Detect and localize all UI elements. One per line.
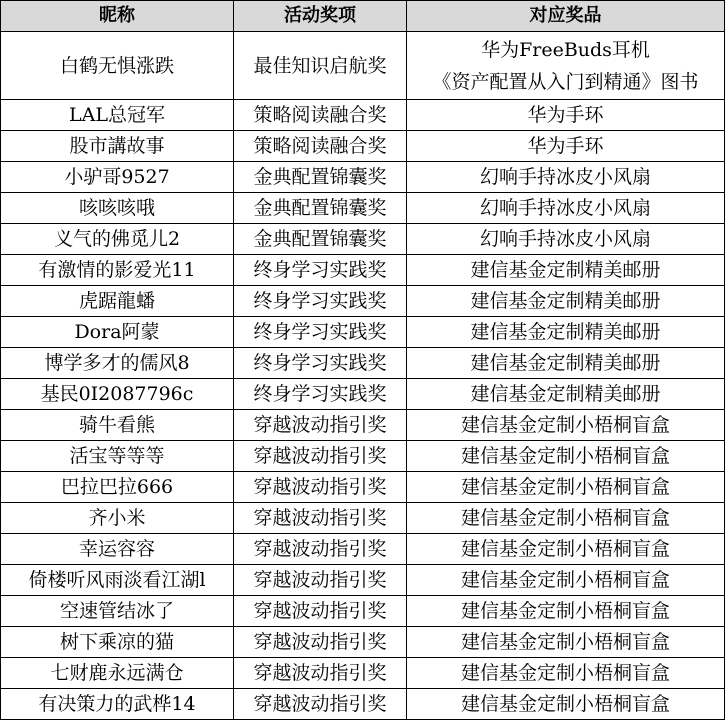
table-row <box>1 503 725 534</box>
cell-award: 穿越波动指引奖 <box>234 658 407 689</box>
cell-nickname: 骑牛看熊 <box>1 410 234 441</box>
prize-text: 建信基金定制小梧桐盲盒 <box>460 693 670 715</box>
cell-nickname: 活宝等等等 <box>1 441 234 472</box>
cell-nickname: 股市講故事 <box>1 131 234 162</box>
prize-text: 建信基金定制小梧桐盲盒 <box>460 414 670 436</box>
cell-prize <box>407 379 725 410</box>
cell-prize <box>407 472 725 503</box>
cell-prize <box>407 565 725 596</box>
cell-award: 终身学习实践奖 <box>234 379 407 410</box>
cell-nickname: 倚楼听风雨淡看江湖l <box>1 565 234 596</box>
table-row <box>1 162 725 193</box>
table-row <box>1 193 725 224</box>
cell-nickname: 幸运容容 <box>1 534 234 565</box>
prize-text: 华为FreeBuds耳机 <box>481 38 650 61</box>
prize-text: 幻响手持冰皮小风扇 <box>479 197 651 219</box>
table-row <box>1 689 725 720</box>
cell-award: 穿越波动指引奖 <box>234 410 407 441</box>
cell-award: 穿越波动指引奖 <box>234 627 407 658</box>
table-row <box>1 596 725 627</box>
table-row <box>1 534 725 565</box>
cell-award: 金典配置锦囊奖 <box>234 193 407 224</box>
header-prize: 对应奖品 <box>407 1 725 32</box>
prize-text: 建信基金定制小梧桐盲盒 <box>460 538 670 560</box>
cell-award: 穿越波动指引奖 <box>234 503 407 534</box>
cell-prize <box>407 596 725 627</box>
cell-award: 终身学习实践奖 <box>234 286 407 317</box>
cell-nickname: 七财鹿永远满仓 <box>1 658 234 689</box>
cell-award: 穿越波动指引奖 <box>234 534 407 565</box>
header-row <box>1 1 725 32</box>
cell-award: 金典配置锦囊奖 <box>234 162 407 193</box>
cell-prize <box>407 348 725 379</box>
cell-award: 穿越波动指引奖 <box>234 441 407 472</box>
prize-text: 建信基金定制精美邮册 <box>470 259 661 281</box>
cell-award: 金典配置锦囊奖 <box>234 224 407 255</box>
cell-prize <box>407 534 725 565</box>
prize-text: 建信基金定制小梧桐盲盒 <box>460 569 670 591</box>
cell-prize <box>407 224 725 255</box>
cell-prize <box>407 658 725 689</box>
table-body <box>1 32 725 720</box>
cell-nickname: 基民0I2087796c <box>1 379 234 410</box>
cell-prize <box>407 32 725 100</box>
prize-text: 建信基金定制小梧桐盲盒 <box>460 507 670 529</box>
cell-award: 穿越波动指引奖 <box>234 565 407 596</box>
prize-text: 建信基金定制小梧桐盲盒 <box>460 476 670 498</box>
cell-prize <box>407 286 725 317</box>
prize-text: 建信基金定制小梧桐盲盒 <box>460 445 670 467</box>
cell-prize <box>407 255 725 286</box>
cell-award: 终身学习实践奖 <box>234 317 407 348</box>
cell-award: 终身学习实践奖 <box>234 348 407 379</box>
cell-award: 最佳知识启航奖 <box>234 32 407 100</box>
cell-award: 策略阅读融合奖 <box>234 100 407 131</box>
table-row <box>1 410 725 441</box>
table-row <box>1 348 725 379</box>
cell-prize <box>407 162 725 193</box>
cell-award: 穿越波动指引奖 <box>234 689 407 720</box>
prize-text: 建信基金定制小梧桐盲盒 <box>460 600 670 622</box>
cell-nickname: LAL总冠军 <box>1 100 234 131</box>
cell-nickname: 义气的佛觅儿2 <box>1 224 234 255</box>
cell-nickname: 虎踞龍蟠 <box>1 286 234 317</box>
table-row <box>1 565 725 596</box>
cell-nickname: 博学多才的儒风8 <box>1 348 234 379</box>
cell-prize <box>407 410 725 441</box>
table-row <box>1 131 725 162</box>
table-row <box>1 317 725 348</box>
cell-nickname: 白鹤无惧涨跌 <box>1 32 234 100</box>
prize-text: 《资产配置从入门到精通》图书 <box>432 70 699 93</box>
table-row <box>1 379 725 410</box>
prize-text: 幻响手持冰皮小风扇 <box>479 166 651 188</box>
cell-nickname: 齐小米 <box>1 503 234 534</box>
cell-prize <box>407 503 725 534</box>
cell-prize <box>407 627 725 658</box>
table-row <box>1 286 725 317</box>
cell-award: 穿越波动指引奖 <box>234 472 407 503</box>
cell-nickname: 树下乘凉的猫 <box>1 627 234 658</box>
cell-nickname: Dora阿蒙 <box>1 317 234 348</box>
cell-nickname: 咳咳咳哦 <box>1 193 234 224</box>
table-row <box>1 441 725 472</box>
cell-nickname: 小驴哥9527 <box>1 162 234 193</box>
prize-text: 华为手环 <box>527 135 604 157</box>
cell-prize <box>407 317 725 348</box>
cell-award: 穿越波动指引奖 <box>234 596 407 627</box>
prize-text: 建信基金定制小梧桐盲盒 <box>460 662 670 684</box>
table-row <box>1 627 725 658</box>
cell-prize <box>407 689 725 720</box>
prize-text: 建信基金定制小梧桐盲盒 <box>460 631 670 653</box>
cell-nickname: 有决策力的武桦14 <box>1 689 234 720</box>
cell-prize <box>407 131 725 162</box>
cell-nickname: 空速管结冰了 <box>1 596 234 627</box>
cell-prize <box>407 100 725 131</box>
table-row <box>1 224 725 255</box>
prize-text: 建信基金定制精美邮册 <box>470 321 661 343</box>
prize-text: 幻响手持冰皮小风扇 <box>479 228 651 250</box>
cell-award: 策略阅读融合奖 <box>234 131 407 162</box>
prize-text: 建信基金定制精美邮册 <box>470 383 661 405</box>
table-row <box>1 472 725 503</box>
prize-text: 建信基金定制精美邮册 <box>470 352 661 374</box>
header-award: 活动奖项 <box>234 1 407 32</box>
prize-text: 建信基金定制精美邮册 <box>470 290 661 312</box>
prize-text: 华为手环 <box>527 104 604 126</box>
cell-nickname: 巴拉巴拉666 <box>1 472 234 503</box>
cell-prize <box>407 441 725 472</box>
cell-award: 终身学习实践奖 <box>234 255 407 286</box>
header-nickname: 昵称 <box>1 1 234 32</box>
cell-nickname: 有激情的影爱光11 <box>1 255 234 286</box>
table-row <box>1 100 725 131</box>
cell-prize <box>407 193 725 224</box>
table-row <box>1 255 725 286</box>
table-row <box>1 32 725 100</box>
table-row <box>1 658 725 689</box>
